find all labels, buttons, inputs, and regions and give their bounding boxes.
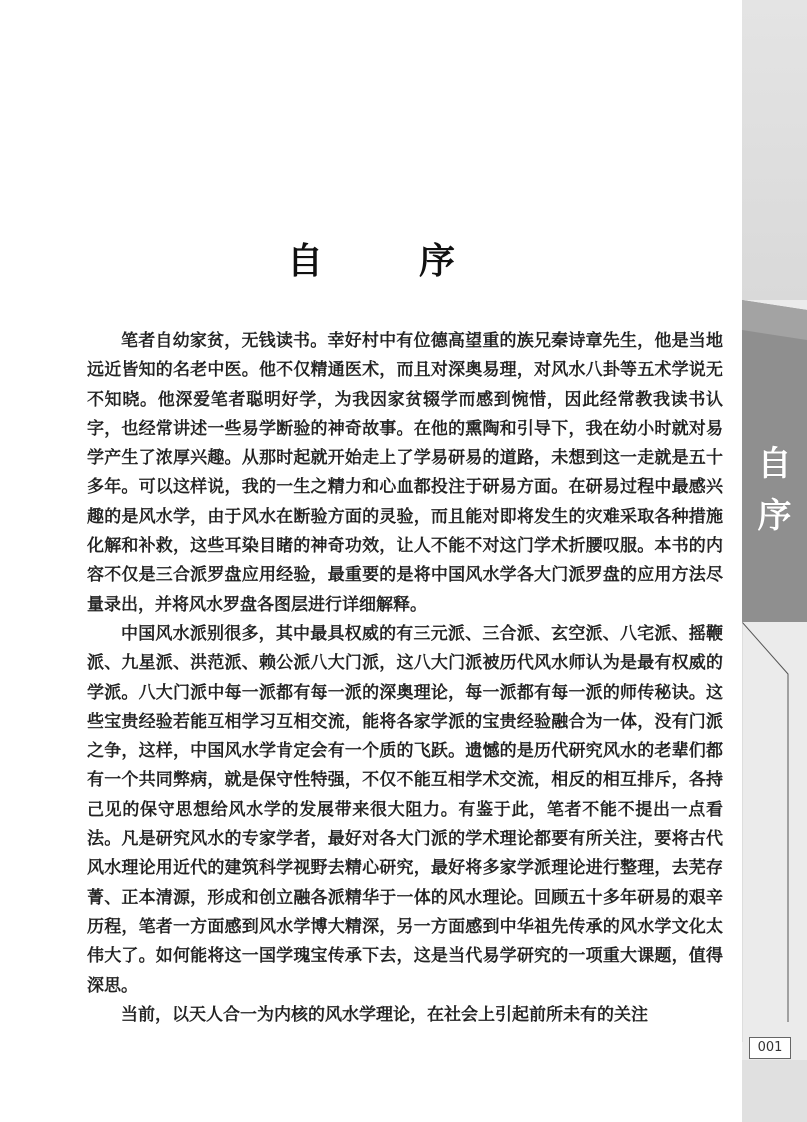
paragraph: 中国风水派别很多，其中最具权威的有三元派、三合派、玄空派、八宅派、摇鞭派、九星派、洪范派、赖公派八大门派，这八大门派被历代风水师认为是最有权威的学派。八大门派中每一派都有每一派的深奥理论，每一派都有每一派的师传秘诀。这些宝贵经验若能互相学习互相交流，能将各家学派的宝贵经验融合为一体，没有门派之争，这样，中国风水学肯定会有一个质的飞跃。遗憾的是历代研究风水的老辈们都有一个共同弊病，就是保守性特强，不仅不能互相学术交流，相反的相互排斥，各持己见的保守思想给风水学的发展带来很大阻力。有鉴于此，笔者不能不提出一点看法。凡是研究风水的专家学者，最好对各大门派的学术理论都要有所关注，要将古代风水理论用近代的建筑科学视野去精心研究，最好将多家学派理论进行整理，去芜存菁、正本清源，形成和创立融各派精华于一体的风水理论。回顾五十多年研易的艰辛历程，笔者一方面感到风水学博大精深，另一方面感到中华祖先传承的风水学文化太伟大了。如何能将这一国学瑰宝传承下去，这是当代易学研究的一项重大课题，值得深思。 (87, 623, 723, 996)
side-strip-upper (742, 0, 807, 300)
side-strip-bottom (742, 1060, 807, 1122)
tab-outline-shape (742, 622, 807, 1042)
chapter-tab-char: 自 (757, 444, 792, 484)
body-text (87, 327, 723, 1030)
page-number: 001 (749, 1037, 791, 1059)
chapter-tab-char: 序 (757, 496, 792, 536)
page-title: 自 序 (286, 240, 485, 282)
chapter-tab-title (742, 438, 807, 542)
paragraph: 笔者自幼家贫，无钱读书。幸好村中有位德高望重的族兄秦诗章先生，他是当地远近皆知的名老中医。他不仅精通医术，而且对深奥易理，对风水八卦等五术学说无不知晓。他深爱笔者聪明好学，为我因家贫辍学而感到惋惜，因此经常教我读书认字，也经常讲述一些易学断验的神奇故事。在他的熏陶和引导下，我在幼小时就对易学产生了浓厚兴趣。从那时起就开始走上了学易研易的道路，未想到这一走就是五十多年。可以这样说，我的一生之精力和心血都投注于研易方面。在研易过程中最感兴趣的是风水学，由于风水在断验方面的灵验，而且能对即将发生的灾难采取各种措施化解和补救，这些耳染目睹的神奇功效，让人不能不对这门学术折腰叹服。本书的内容不仅是三合派罗盘应用经验，最重要的是将中国风水学各大门派罗盘的应用方法尽量录出，并将风水罗盘各图层进行详细解释。 (87, 331, 723, 615)
paragraph: 当前，以天人合一为内核的风水学理论，在社会上引起前所未有的关注 (121, 1004, 648, 1025)
tab-outline (742, 622, 807, 1042)
